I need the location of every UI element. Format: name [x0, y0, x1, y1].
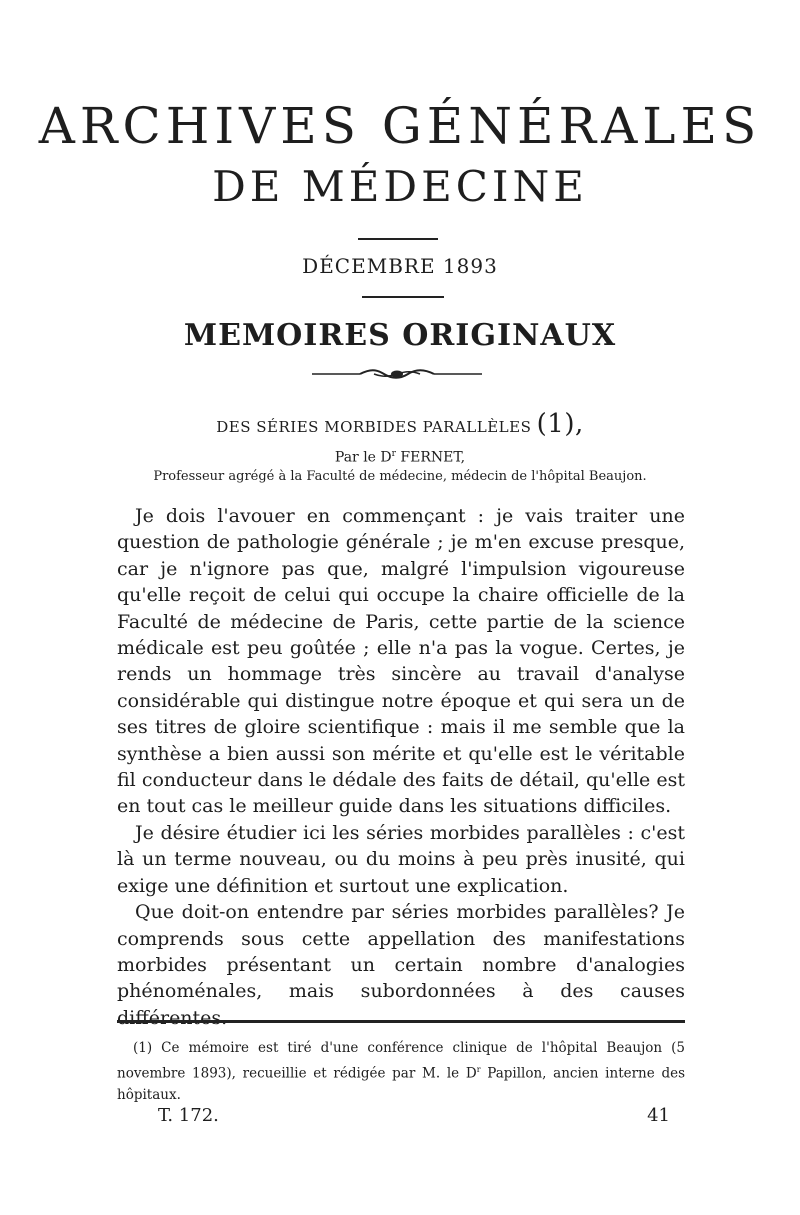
author-name: FERNET, — [395, 449, 466, 466]
section-title: MEMOIRES ORIGINAUX — [183, 318, 617, 353]
page-number: 41 — [647, 1105, 670, 1126]
footnote-divider — [117, 1020, 685, 1023]
tome-number: T. 172. — [158, 1105, 219, 1126]
byline — [0, 444, 800, 468]
footnote-superscript: r — [476, 1065, 481, 1074]
divider — [362, 296, 444, 298]
footnote — [117, 1038, 685, 1106]
footnote-text-end: Papillon, ancien interne des hôpitaux. — [117, 1065, 686, 1103]
body-paragraph: Que doit-on entendre par séries morbides parallèles? Je comprends sous cette appellation des manifestations morbides présentant un certain nombre d'analogies phénoménales, mais subordonnées à des causes différentes. — [117, 901, 685, 1029]
footnote-text: (1) Ce mémoire est tiré d'une conférence clinique de l'hôpital Beaujon (5 novembre 1893), recueillie et rédigée par M. le D — [117, 1040, 685, 1082]
divider — [358, 238, 438, 240]
article-title-text: DES SÉRIES MORBIDES PARALLÈLES — [216, 418, 532, 436]
article-body — [117, 503, 685, 1031]
journal-title: ARCHIVES GÉNÉRALES — [38, 97, 762, 155]
issue-date: DÉCEMBRE 1893 — [302, 254, 498, 278]
body-paragraph: Je désire étudier ici les séries morbides parallèles : c'est là un terme nouveau, ou du moins à peu près inusité, qui exige une définition et surtout une explication. — [117, 821, 685, 897]
byline-superscript: r — [391, 449, 396, 459]
journal-subtitle: DE MÉDECINE — [212, 162, 588, 211]
body-paragraph: Je dois l'avouer en commençant : je vais traiter une question de pathologie générale ; je m'en excuse presque, car je n'ignore pas que, malgré l'impulsion vigoureuse qu'elle reçoit de celui qui occupe la chaire officielle de la Faculté de médecine de Paris, cette partie de la science médicale est peu goûtée ; elle n'a pas la vogue. Certes, je rends un hommage très sincère au travail d'analyse considérable qui distingue notre époque et qui sera un de ses titres de gloire scientifique : mais il me semble que la synthèse a bien aussi son mérite et qu'elle est le véritable fil conducteur dans le dédale des faits de détail, qu'elle est en tout cas le meilleur guide dans les situations difficiles. — [117, 505, 685, 818]
author-affiliation: Professeur agrégé à la Faculté de médecine, médecin de l'hôpital Beaujon. — [153, 469, 647, 484]
footnote-reference: (1), — [536, 409, 584, 439]
article-title — [0, 408, 800, 443]
byline-prefix: Par le D — [334, 449, 392, 466]
ornamental-rule-icon — [312, 366, 482, 382]
